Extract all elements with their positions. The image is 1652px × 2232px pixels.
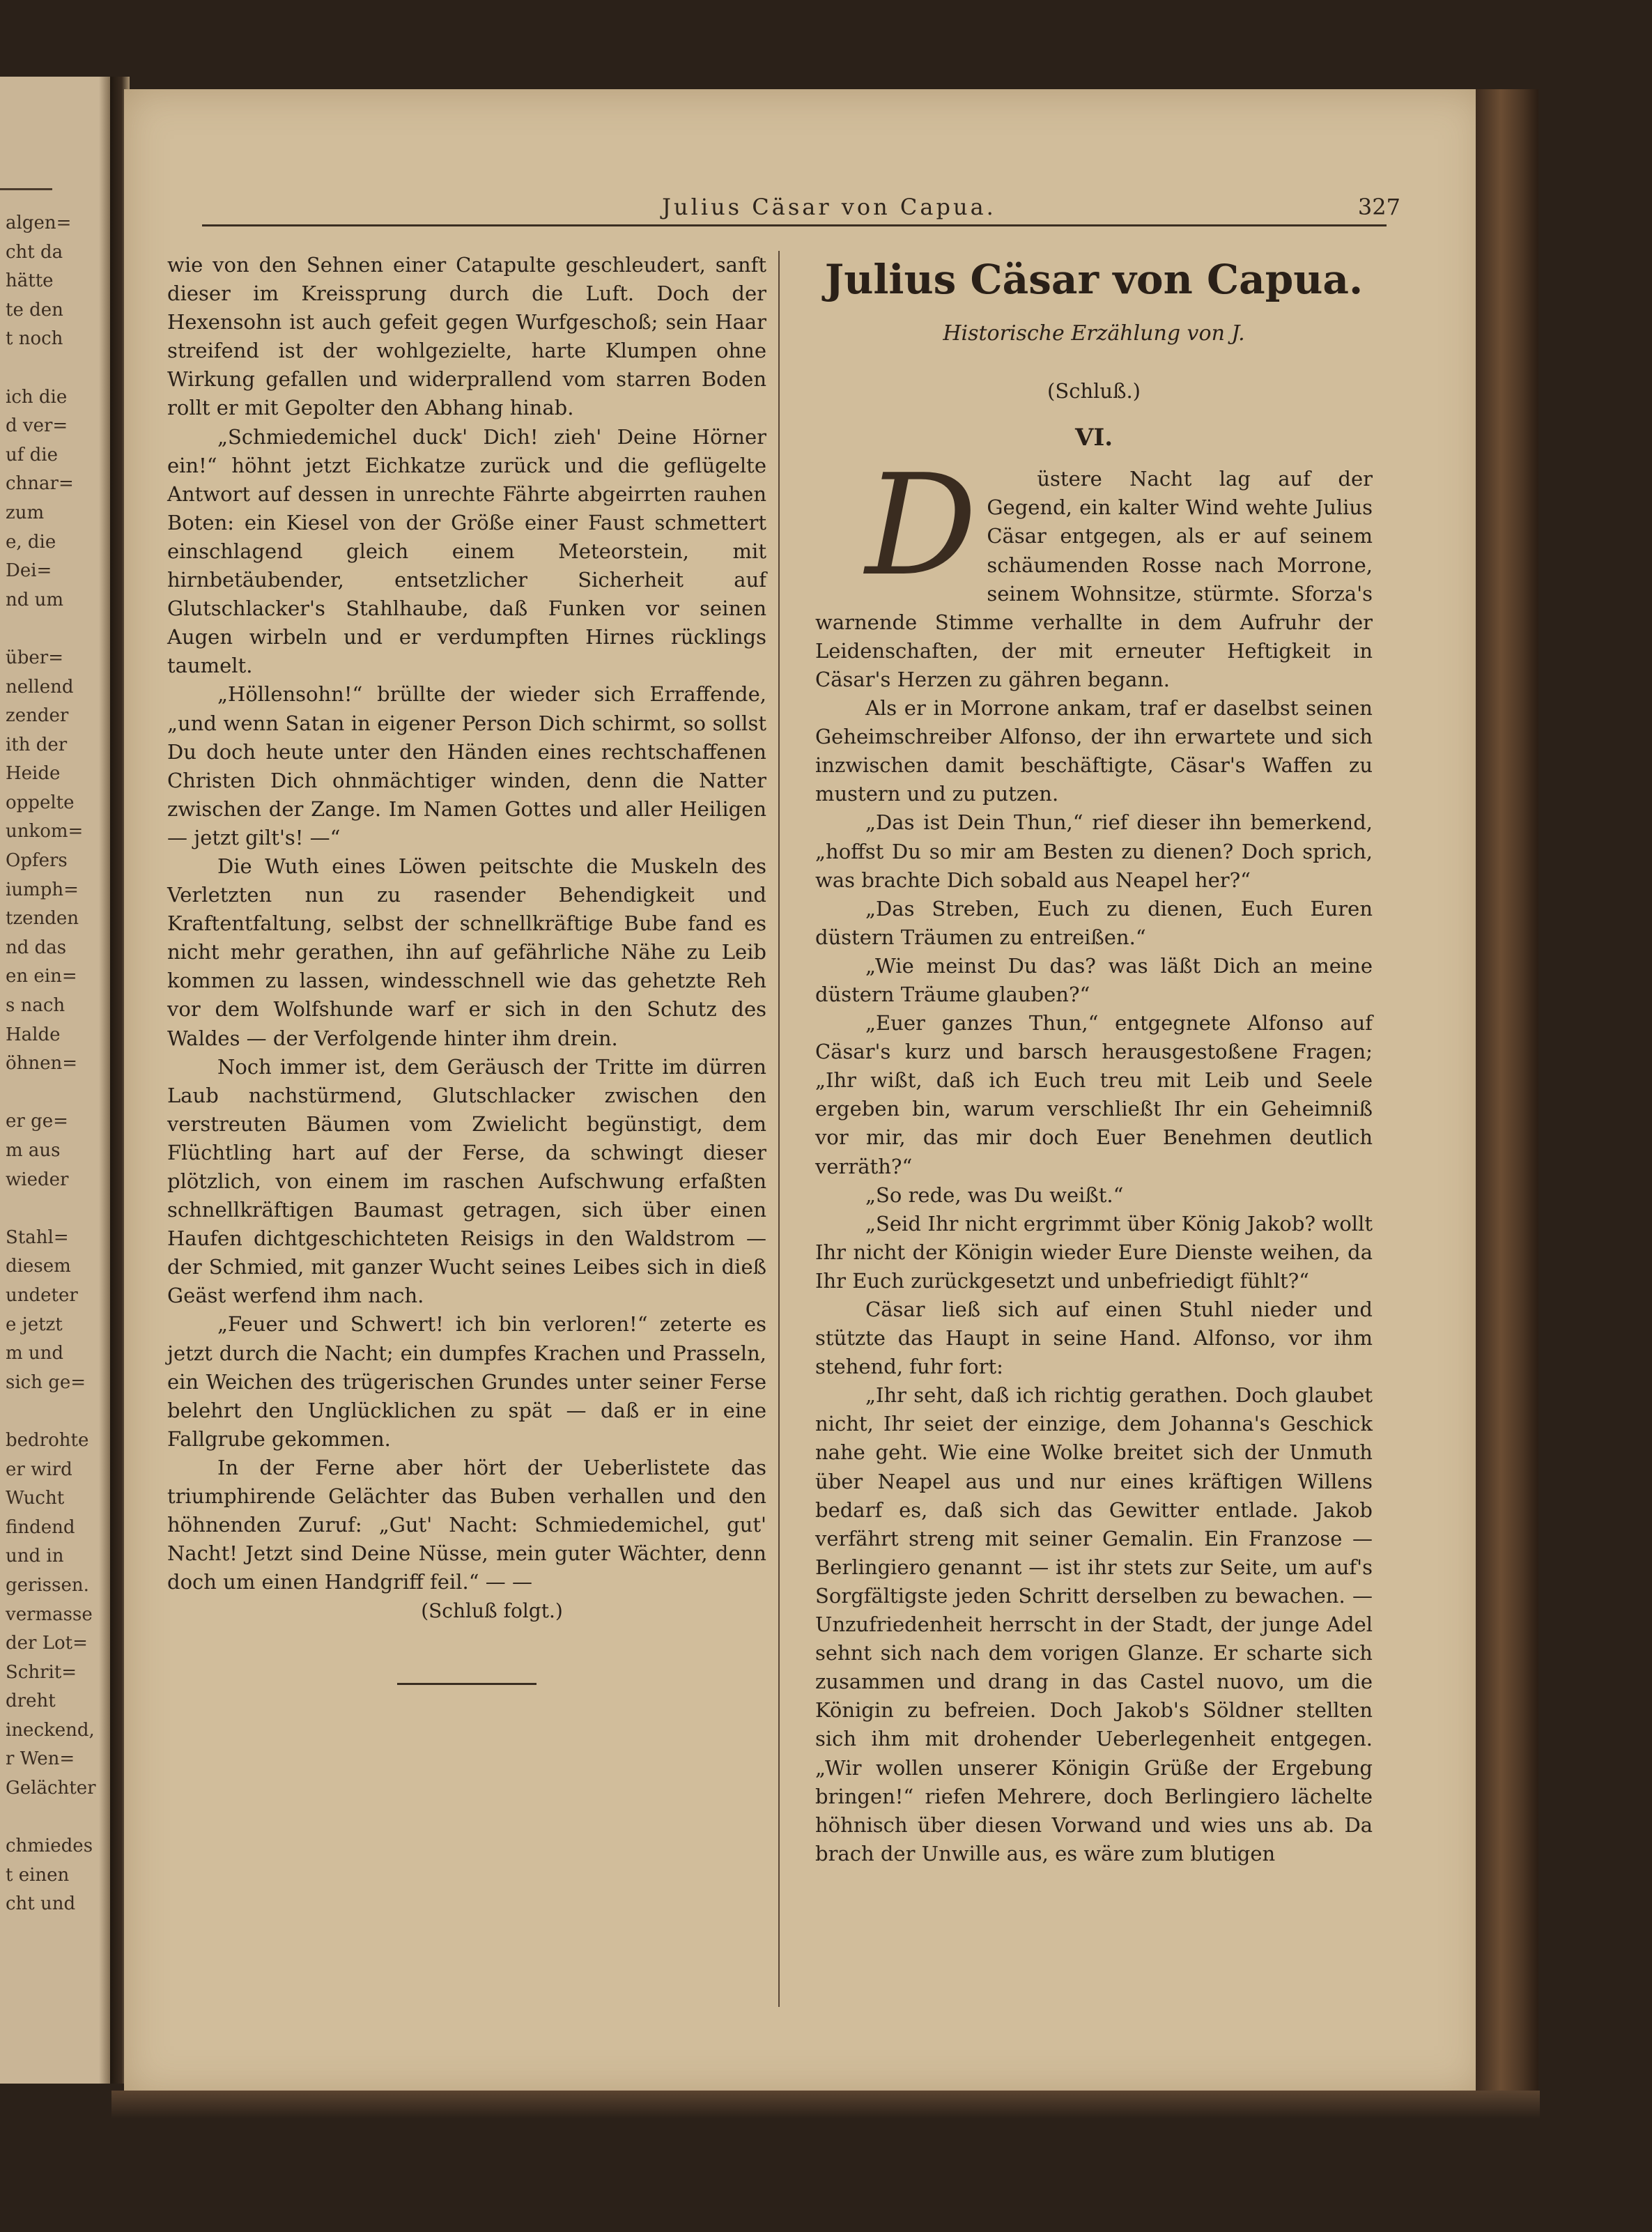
paragraph: „Euer ganzes Thun,“ entgegnete Alfonso auf Cäsar's kurz und barsch herausgestoßene Fragen; „Ihr wißt, daß ich Euch treu mit Leib und Seele ergeben bin, warum verschließt Ihr ein Geheimniß vor mir, das mir doch Euer Benehmen deutlich verräth?“ (815, 1011, 1373, 1178)
facing-page-fragment: Gelächter (6, 1778, 96, 1799)
page-number: 327 (1357, 194, 1400, 220)
facing-page-fragment: Dei= (6, 560, 52, 582)
drop-cap: D (865, 445, 978, 608)
facing-page-fragment: hätte (6, 270, 54, 292)
book-bottom-edge (111, 2091, 1540, 2118)
book-binding (1476, 89, 1538, 2096)
facing-page-edge (0, 77, 111, 2084)
facing-page-fragment: Stahl= (6, 1226, 69, 1248)
facing-page-fragment: wieder (6, 1169, 69, 1190)
facing-page-fragment: te den (6, 299, 63, 321)
paragraph: wie von den Sehnen einer Catapulte geschleudert, sanft dieser im Kreissprung durch die Luft. Doch der Hexensohn ist auch gefeit gegen Wurfgeschoß; sein Haar streifend ist der wohlgezielte, harte Klumpen ohne Wirkung gefallen und widerprallend vom starren Boden rollt er mit Gepolter den Abhang hinab. (167, 253, 766, 420)
continued-note: (Schluß folgt.) (421, 1599, 563, 1623)
facing-page-fragment: öhnen= (6, 1053, 78, 1075)
paragraph: „Schmiedemichel duck' Dich! zieh' Deine Hörner ein!“ höhnt jetzt Eichkatze zurück und die geflügelte Antwort auf dessen in unrechte Fährte abgeirrten rauhen Boten: ein Kiesel von der Größe einer Faust schmettert einschlagend gleich einem Meteorstein, mit hirnbetäubender, entsetzlicher Sicherheit auf Glutschlacker's Stahlhaube, daß Funken vor seinen Augen wirbeln und er verdumpften Hirnes rücklings taumelt. (167, 424, 766, 678)
paragraph: „Das Streben, Euch zu dienen, Euch Euren düstern Träumen zu entreißen.“ (815, 896, 1373, 949)
facing-page-fragment: Opfers (6, 850, 68, 872)
paragraph: Die Wuth eines Löwen peitschte die Muskeln des Verletzten nun zu rasender Behendigkeit und Kraftentfaltung, selbst der schnellkräftige Bube fand es nicht mehr gerathen, ihn auf gefährliche Nähe zu Leib kommen zu lassen, windesschnell wie das gehetzte Reh vor dem Wolfshunde warf er sich in den Schutz des Waldes — der Verfolgende hinter ihm drein. (167, 854, 766, 1050)
facing-page-fragment: diesem (6, 1256, 71, 1277)
first-paragraph (815, 445, 1373, 694)
facing-page-fragment: iumph= (6, 879, 79, 900)
facing-page-fragment: d ver= (6, 415, 68, 437)
facing-page-fragment (6, 1397, 96, 1426)
facing-page-fragment: cht da (6, 241, 63, 263)
facing-page-fragment: m und (6, 1343, 64, 1364)
facing-page-fragment: algen= (6, 213, 72, 233)
facing-page-fragment: nd um (6, 589, 64, 610)
facing-page-fragment: tzenden (6, 908, 79, 930)
facing-page-fragment: uf die (6, 444, 58, 465)
right-column (815, 251, 1373, 1868)
facing-page-fragment: ith der (6, 734, 68, 755)
facing-page-fragment: nd das (6, 937, 67, 958)
facing-page-fragment: cht und (6, 1893, 76, 1915)
facing-page-fragment: unkom= (6, 821, 84, 842)
facing-page-fragment: Halde (6, 1024, 61, 1045)
facing-page-fragment: der Lot= (6, 1633, 88, 1654)
facing-page-fragment: en ein= (6, 966, 77, 987)
paragraph: Cäsar ließ sich auf einen Stuhl nieder und stützte das Haupt in seine Hand. Alfonso, vor ihm stehend, fuhr fort: (815, 1298, 1373, 1379)
conclusion-label: (Schluß.) (1047, 379, 1141, 403)
paragraph: In der Ferne aber hört der Ueberlistete das triumphirende Gelächter das Buben verhallen und den höhnenden Zuruf: „Gut' Nacht: Schmiedemichel, gut' Nacht! Jetzt sind Deine Nüsse, mein guter Wächter, denn doch um einen Handgriff feil.“ — — (167, 1455, 766, 1594)
facing-page-fragment: undeter (6, 1284, 78, 1306)
facing-page-fragment: bedrohte (6, 1429, 89, 1451)
facing-page-fragment (6, 354, 96, 383)
end-rule (397, 1683, 536, 1685)
facing-page-fragment (6, 1079, 96, 1108)
facing-page-text-fragments (6, 209, 96, 1919)
facing-page-fragment: t einen (6, 1864, 70, 1886)
facing-page-fragment: e jetzt (6, 1314, 63, 1335)
paragraph: „Ihr seht, daß ich richtig gerathen. Doch glaubet nicht, Ihr seiet der einzige, dem Johanna's Geschick nahe geht. Wie eine Wolke breitet sich der Unmuth über Neapel aus und nur eines kräftigen Willens bedarf es, daß sich das Gewitter entlade. Jakob verfährt streng mit seiner Gemalin. Ein Franzose — Berlingiero genannt — ist ihr stets zur Seite, um auf's Sorgfältigste jeden Schritt derselben zu bewachen. — Unzufriedenheit herrscht in der Stadt, der junge Adel sehnt sich nach dem vorigen Glanze. Er scharte sich zusammen und drang in das Castel nuovo, um die Königin zu befreien. Doch Jakob's Söldner stellten sich ihm mit drohender Ueberlegenheit entgegen. „Wir wollen unserer Königin Grüße der Ergebung bringen!“ riefen Mehrere, doch Berlingiero lächelte höhnisch über diesen Vorwand und wies uns ab. Da brach der Unwille aus, es wäre zum blutigen (815, 1383, 1373, 1865)
facing-page-fragment: Wucht (6, 1488, 65, 1509)
facing-page-fragment: und in (6, 1546, 64, 1567)
facing-page-fragment: er wird (6, 1459, 72, 1480)
facing-page-fragment: dreht (6, 1691, 56, 1712)
article-subtitle: Historische Erzählung von J. (943, 321, 1245, 346)
running-head: Julius Cäsar von Capua. (662, 194, 996, 220)
facing-page-rule (0, 188, 52, 190)
column-divider (778, 251, 780, 2007)
facing-page-fragment (6, 615, 96, 644)
facing-page-fragment: m aus (6, 1140, 61, 1161)
paragraph: Als er in Morrone ankam, traf er daselbst seinen Geheimschreiber Alfonso, der ihn erwartete und sich inzwischen damit beschäftigte, Cäsar's Waffen zu mustern und zu putzen. (815, 696, 1373, 806)
facing-page-fragment: zum (6, 502, 45, 523)
facing-page-fragment: gerissen. (6, 1574, 89, 1596)
facing-page-fragment: chmiedes (6, 1835, 93, 1857)
facing-page-fragment: ineckend, (6, 1719, 95, 1741)
facing-page-fragment: ich die (6, 386, 68, 408)
facing-page-fragment: Schrit= (6, 1661, 77, 1683)
facing-page-fragment: findend (6, 1516, 75, 1538)
facing-page-fragment: e, die (6, 531, 56, 553)
facing-page-fragment: Heide (6, 763, 61, 785)
facing-page-fragment (6, 1803, 96, 1833)
left-column (167, 251, 766, 1685)
facing-page-fragment: zender (6, 705, 69, 727)
paragraph: „Höllensohn!“ brüllte der wieder sich Erraffende, „und wenn Satan in eigener Person Dich schirmt, so sollst Du doch heute unter den Händen eines rechtschaffenen Christen Dich ohnmächtiger winden, denn die Natter zwischen der Zange. Im Namen Gottes und aller Heiligen — jetzt gilt's! —“ (167, 682, 766, 849)
paragraph: „Seid Ihr nicht ergrimmt über König Jakob? wollt Ihr nicht der Königin wieder Eure Dienste weihen, da Ihr Euch zurückgesetzt und unbefriedigt fühlt?“ (815, 1211, 1373, 1293)
paragraph: Noch immer ist, dem Geräusch der Tritte im dürren Laub nachstürmend, Glutschlacker zwischen den verstreuten Bäumen vom Zwielicht begünstigt, dem Flüchtling hart auf der Ferse, da schwingt dieser plötzlich, von einem im raschen Aufschwung erfaßten schnellkräftigen Baumast getragen, sich über einen Haufen dichtgeschichteten Reisigs in den Waldstrom — der Schmied, mit ganzer Wucht seines Leibes sich in dieß Geäst werfend ihm nach. (167, 1054, 766, 1308)
facing-page-fragment (6, 1194, 96, 1224)
paragraph: „Wie meinst Du das? was läßt Dich an meine düstern Träume glauben?“ (815, 953, 1373, 1006)
facing-page-fragment: nellend (6, 676, 74, 698)
header-rule (202, 224, 1387, 226)
article-title: Julius Cäsar von Capua. (824, 256, 1364, 303)
facing-page-fragment: r Wen= (6, 1748, 75, 1770)
facing-page-fragment: s nach (6, 995, 65, 1017)
facing-page-fragment: oppelte (6, 792, 75, 813)
chapter-number: VI. (1074, 424, 1113, 452)
paragraph: „Feuer und Schwert! ich bin verloren!“ zeterte es jetzt durch die Nacht; ein dumpfes Krachen und Prasseln, ein Weichen des trügerischen Grundes unter seiner Ferse belehrt den Unglücklichen zu spät — daß er in eine Fallgrube gekommen. (167, 1312, 766, 1451)
facing-page-fragment: über= (6, 647, 63, 668)
paragraph: „So rede, was Du weißt.“ (865, 1183, 1124, 1207)
facing-page-fragment: sich ge= (6, 1371, 86, 1393)
facing-page-fragment: chnar= (6, 473, 74, 495)
first-paragraph-text: üstere Nacht lag auf der Gegend, ein kalter Wind wehte Julius Cäsar entgegen, als er auf seinem schäumenden Rosse nach Morrone, seinem Wohnsitze, stürmte. Sforza's warnende Stimme verhallte in dem Aufruhr der Leidenschaften, der mit erneuter Heftigkeit in Cäsar's Herzen zu gähren begann. (815, 467, 1373, 691)
facing-page-fragment: er ge= (6, 1111, 68, 1132)
facing-page-fragment: t noch (6, 328, 63, 350)
facing-page-fragment: vermasse (6, 1603, 93, 1625)
paragraph: „Das ist Dein Thun,“ rief dieser ihn bemerkend, „hoffst Du so mir am Besten zu dienen? Doch sprich, was brachte Dich sobald aus Neapel her?“ (815, 810, 1373, 892)
